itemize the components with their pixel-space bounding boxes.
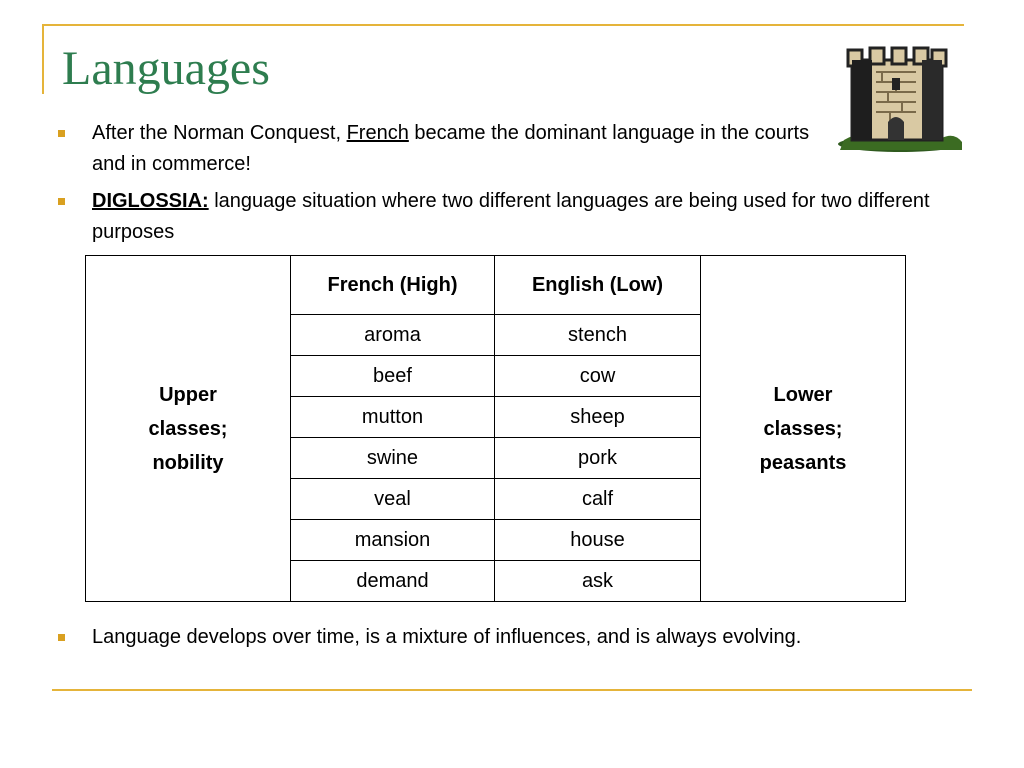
english-word: stench: [495, 315, 701, 356]
header-english: English (Low): [495, 256, 701, 315]
bullet-text: [92, 118, 832, 180]
diglossia-table: [85, 255, 906, 602]
top-rule: [42, 24, 964, 26]
label-line: classes;: [148, 417, 228, 440]
bullet-marker: [58, 198, 65, 205]
english-word: pork: [495, 438, 701, 479]
english-word: house: [495, 520, 701, 561]
french-word: swine: [291, 438, 495, 479]
bullet-marker: [58, 634, 65, 641]
label-line: nobility: [152, 451, 224, 474]
castle-tower-icon: [830, 42, 965, 154]
bullet-text-part: After the Norman Conquest,: [92, 122, 347, 144]
bullet-text: [92, 186, 942, 248]
french-word: mutton: [291, 397, 495, 438]
french-word: mansion: [291, 520, 495, 561]
table-header-row: [86, 256, 906, 315]
lower-classes-label: [760, 378, 847, 480]
bullet-marker: [58, 130, 65, 137]
lower-classes-cell: [701, 256, 906, 602]
english-word: calf: [495, 479, 701, 520]
bullet-text-part: became the dominant language in the courts and in commerce!: [92, 122, 810, 175]
label-line: Lower: [773, 383, 833, 406]
bullet-text-part: language situation where two different languages are being used for two different purposes: [92, 190, 930, 243]
bullet-text: Language develops over time, is a mixture of influences, and is always evolving.: [92, 626, 802, 648]
french-word: veal: [291, 479, 495, 520]
english-word: ask: [495, 561, 701, 602]
french-word: demand: [291, 561, 495, 602]
left-rule: [42, 24, 44, 94]
slide-title: Languages: [62, 42, 270, 95]
english-word: sheep: [495, 397, 701, 438]
french-word: aroma: [291, 315, 495, 356]
upper-classes-label: [149, 378, 228, 480]
french-word: beef: [291, 356, 495, 397]
french-underlined: French: [346, 122, 409, 144]
label-line: Upper: [159, 383, 217, 406]
header-french: French (High): [291, 256, 495, 315]
label-line: peasants: [759, 451, 847, 474]
upper-classes-cell: [86, 256, 291, 602]
bottom-rule: [52, 689, 972, 691]
english-word: cow: [495, 356, 701, 397]
label-line: classes;: [763, 417, 843, 440]
diglossia-term: DIGLOSSIA:: [92, 190, 209, 212]
